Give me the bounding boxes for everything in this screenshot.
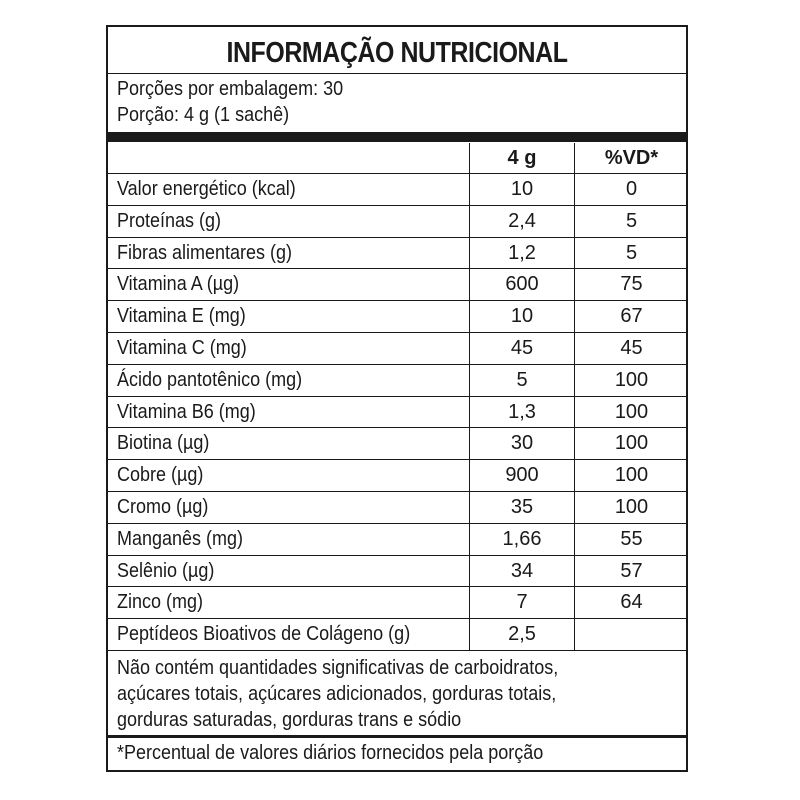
nutrient-amount: 30 <box>510 432 534 455</box>
nutrient-name: Proteínas (g) <box>117 209 222 232</box>
nutrient-name: Peptídeos Bioativos de Colágeno (g) <box>117 623 411 646</box>
nutrient-dv: 45 <box>620 337 643 359</box>
table-row <box>108 619 686 650</box>
table-row-divider <box>108 459 686 460</box>
nutrient-name: Cromo (µg) <box>117 496 209 518</box>
nutrient-name: Manganês (mg) <box>117 527 244 550</box>
table-row-divider <box>108 427 686 428</box>
nutrient-dv: 0 <box>625 178 638 200</box>
table-row-divider <box>108 300 686 301</box>
table-row-divider <box>108 396 686 397</box>
table-row <box>108 492 686 523</box>
nutrient-dv: 100 <box>614 464 649 487</box>
table-row <box>108 587 686 618</box>
table-row <box>108 238 686 269</box>
table-row-divider <box>108 650 686 651</box>
nutrient-name: Biotina (µg) <box>117 432 210 455</box>
nutrient-amount: 600 <box>505 273 539 296</box>
table-row <box>108 524 686 555</box>
table-row <box>108 365 686 396</box>
footnote-divider <box>108 735 686 738</box>
note-line-1: Não contém quantidades significativas de carboidratos, <box>117 657 559 679</box>
nutrient-amount: 10 <box>510 305 534 328</box>
table-row-divider <box>108 523 686 524</box>
nutrient-amount: 35 <box>510 496 534 518</box>
nutrient-name: Cobre (µg) <box>117 464 204 487</box>
table-row <box>108 174 686 205</box>
nutrient-amount: 5 <box>516 368 528 391</box>
table-row <box>108 301 686 332</box>
panel-title: INFORMAÇÃO NUTRICIONAL <box>226 37 568 69</box>
note-line-2: açúcares totais, açúcares adicionados, gorduras totais, <box>117 683 557 705</box>
table-row <box>108 397 686 428</box>
table-header-row <box>108 143 686 174</box>
table-row-divider <box>108 491 686 492</box>
column-header-amount: 4 g <box>507 147 537 169</box>
nutrient-name: Fibras alimentares (g) <box>117 241 293 264</box>
nutrient-dv: 64 <box>620 591 643 614</box>
servings-per-package: Porções por embalagem: 30 <box>117 78 344 100</box>
nutrient-dv <box>574 619 689 650</box>
table-row-divider <box>108 555 686 556</box>
nutrient-amount: 1,3 <box>508 400 536 423</box>
nutrition-facts-panel <box>106 25 688 772</box>
nutrient-amount: 900 <box>505 464 539 487</box>
nutrient-amount: 1,66 <box>502 527 542 550</box>
nutrient-dv: 55 <box>620 527 643 550</box>
serving-size: Porção: 4 g (1 sachê) <box>117 104 290 126</box>
column-header-dv: %VD* <box>604 147 659 169</box>
table-row <box>108 556 686 587</box>
nutrient-name: Vitamina A (µg) <box>117 273 240 296</box>
column-divider-amount <box>469 143 470 651</box>
table-row-divider <box>108 586 686 587</box>
nutrient-amount: 2,4 <box>508 209 536 232</box>
table-row-divider <box>108 205 686 206</box>
nutrient-dv: 100 <box>614 496 649 518</box>
table-row <box>108 460 686 491</box>
nutrient-amount: 1,2 <box>508 241 536 264</box>
thick-divider <box>108 132 686 142</box>
nutrient-name: Vitamina C (mg) <box>117 337 247 359</box>
nutrient-amount: 10 <box>510 178 534 200</box>
nutrient-dv: 67 <box>620 305 643 328</box>
nutrient-name: Vitamina E (mg) <box>117 305 246 328</box>
nutrient-dv: 75 <box>620 273 643 296</box>
footnote: *Percentual de valores diários fornecidos pela porção <box>117 742 544 764</box>
nutrient-name: Zinco (mg) <box>117 591 204 614</box>
table-row-divider <box>108 237 686 238</box>
table-row <box>108 428 686 459</box>
table-row <box>108 206 686 237</box>
title-divider <box>108 73 686 74</box>
table-row-divider <box>108 618 686 619</box>
table-row <box>108 333 686 364</box>
nutrient-name: Vitamina B6 (mg) <box>117 400 256 423</box>
nutrient-dv: 57 <box>620 559 643 582</box>
nutrient-name: Ácido pantotênico (mg) <box>117 368 303 391</box>
nutrient-amount: 7 <box>516 591 528 614</box>
nutrient-dv: 100 <box>614 400 649 423</box>
note-line-3: gorduras saturadas, gorduras trans e sódio <box>117 709 462 731</box>
nutrient-dv: 5 <box>625 241 638 264</box>
table-row <box>108 269 686 300</box>
nutrient-name: Selênio (µg) <box>117 559 215 582</box>
nutrient-dv: 100 <box>614 368 649 391</box>
nutrient-dv: 100 <box>614 432 649 455</box>
nutrient-amount: 34 <box>510 559 534 582</box>
table-row-divider <box>108 332 686 333</box>
column-divider-dv <box>574 143 575 651</box>
table-row-divider <box>108 173 686 174</box>
nutrient-name: Valor energético (kcal) <box>117 178 296 200</box>
nutrient-amount: 2,5 <box>508 623 536 646</box>
table-row-divider <box>108 364 686 365</box>
nutrient-dv: 5 <box>625 209 638 232</box>
table-row-divider <box>108 268 686 269</box>
nutrient-amount: 45 <box>510 337 534 359</box>
